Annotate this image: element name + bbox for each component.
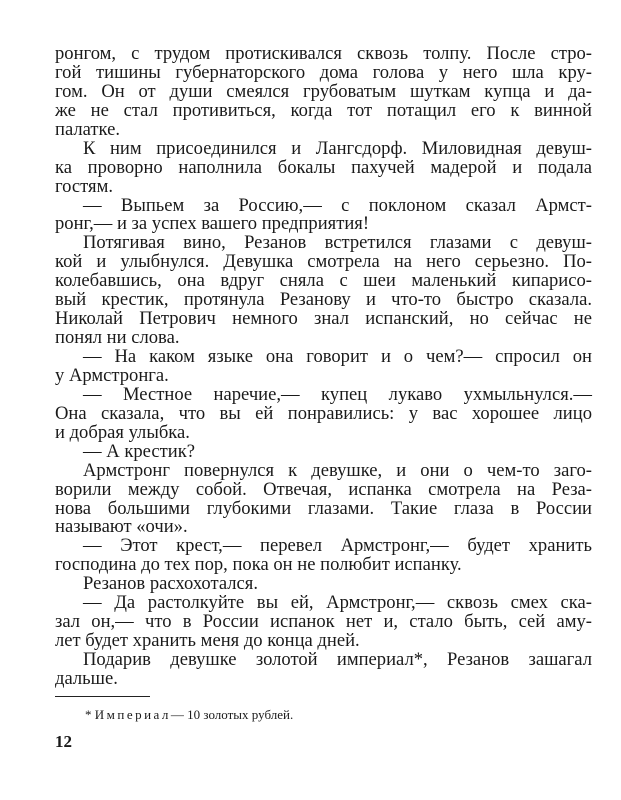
body-text	[55, 45, 592, 689]
text-line: гой тишины губернаторского дома голова у него шла кру-	[55, 61, 592, 83]
paragraph	[55, 348, 592, 386]
paragraph	[55, 459, 592, 538]
text-line: гом. Он от души смеялся грубоватым шуткам купца и да-	[55, 80, 592, 102]
text-line: Резанов расхохотался.	[83, 573, 258, 595]
text-line: называют «очи».	[55, 516, 188, 538]
text-line: ка проворно наполнила бокалы пахучей мадерой и подала	[55, 156, 592, 178]
text-line: Николай Петрович немного знал испанский, но сейчас не	[55, 308, 592, 330]
text-line: вый крестик, протянула Резанову и что-то быстро сказала.	[55, 289, 592, 311]
text-line: — Этот крест,— перевел Армстронг,— будет хранить	[83, 535, 592, 557]
text-line: К ним присоединился и Лангсдорф. Миловидная девуш-	[83, 137, 592, 159]
paragraph	[55, 594, 592, 651]
text-line: зал он,— что в России испанок нет и, стало быть, сей аму-	[55, 611, 592, 633]
text-line: лет будет хранить меня до конца дней.	[55, 630, 360, 652]
text-line: Она сказала, что вы ей понравились: у вас хорошее лицо	[55, 402, 592, 424]
paragraph	[55, 234, 592, 348]
text-line: понял ни слова.	[55, 327, 180, 349]
text-line: и добрая улыбка.	[55, 421, 190, 443]
paragraph	[55, 383, 592, 443]
footnote-text: — 10 золотых рублей.	[170, 707, 294, 722]
text-line: ворили между собой. Отвечая, испанка смотрела на Реза-	[55, 478, 592, 500]
text-line: Подарив девушке золотой империал*, Резанов зашагал	[83, 649, 592, 670]
text-line: — Да растолкуйте вы ей, Армстронг,— сквозь смех ска-	[83, 592, 592, 614]
footnote-marker: *	[85, 707, 95, 722]
text-line: — Местное наречие,— купец лукаво ухмыльнулся.—	[83, 383, 592, 405]
text-line: колебавшись, она вдруг сняла с шеи маленький кипарисо-	[55, 270, 592, 292]
footnote-divider	[55, 696, 150, 697]
text-line: ронгом, с трудом протискивался сквозь толпу. После стро-	[55, 43, 592, 64]
text-line: палатке.	[55, 118, 121, 140]
text-line: дальше.	[55, 667, 118, 689]
text-line: же не стал противиться, когда тот потащил его к винной	[55, 99, 592, 121]
text-line: ронг,— и за успех вашего предприятия!	[55, 213, 370, 235]
text-line: господина до тех пор, пока он не полюбит испанку.	[55, 554, 462, 576]
page-number: 12	[55, 732, 72, 751]
text-line: — А крестик?	[83, 440, 195, 462]
paragraph	[55, 137, 592, 197]
text-line: кой и улыбнулся. Девушка смотрела на него серьезно. По-	[55, 251, 592, 273]
text-line: у Армстронга.	[55, 364, 169, 386]
paragraph	[55, 537, 592, 575]
text-line: Армстронг повернулся к девушке, и они о чем-то заго-	[83, 459, 592, 481]
paragraph	[55, 440, 592, 462]
footnote-term: Империал	[94, 707, 171, 722]
text-line: — Выпьем за Россию,— с поклоном сказал Армст-	[83, 194, 592, 216]
text-line: Потягивая вино, Резанов встретился глазами с девуш-	[83, 232, 592, 254]
text-line: нова большими глубокими глазами. Такие глаза в России	[55, 497, 592, 519]
paragraph	[55, 45, 592, 140]
text-line: гостям.	[55, 175, 114, 197]
paragraph	[55, 194, 592, 235]
footnote	[85, 707, 293, 723]
paragraph	[55, 651, 592, 689]
text-line: — На каком языке она говорит и о чем?— спросил он	[83, 346, 592, 367]
